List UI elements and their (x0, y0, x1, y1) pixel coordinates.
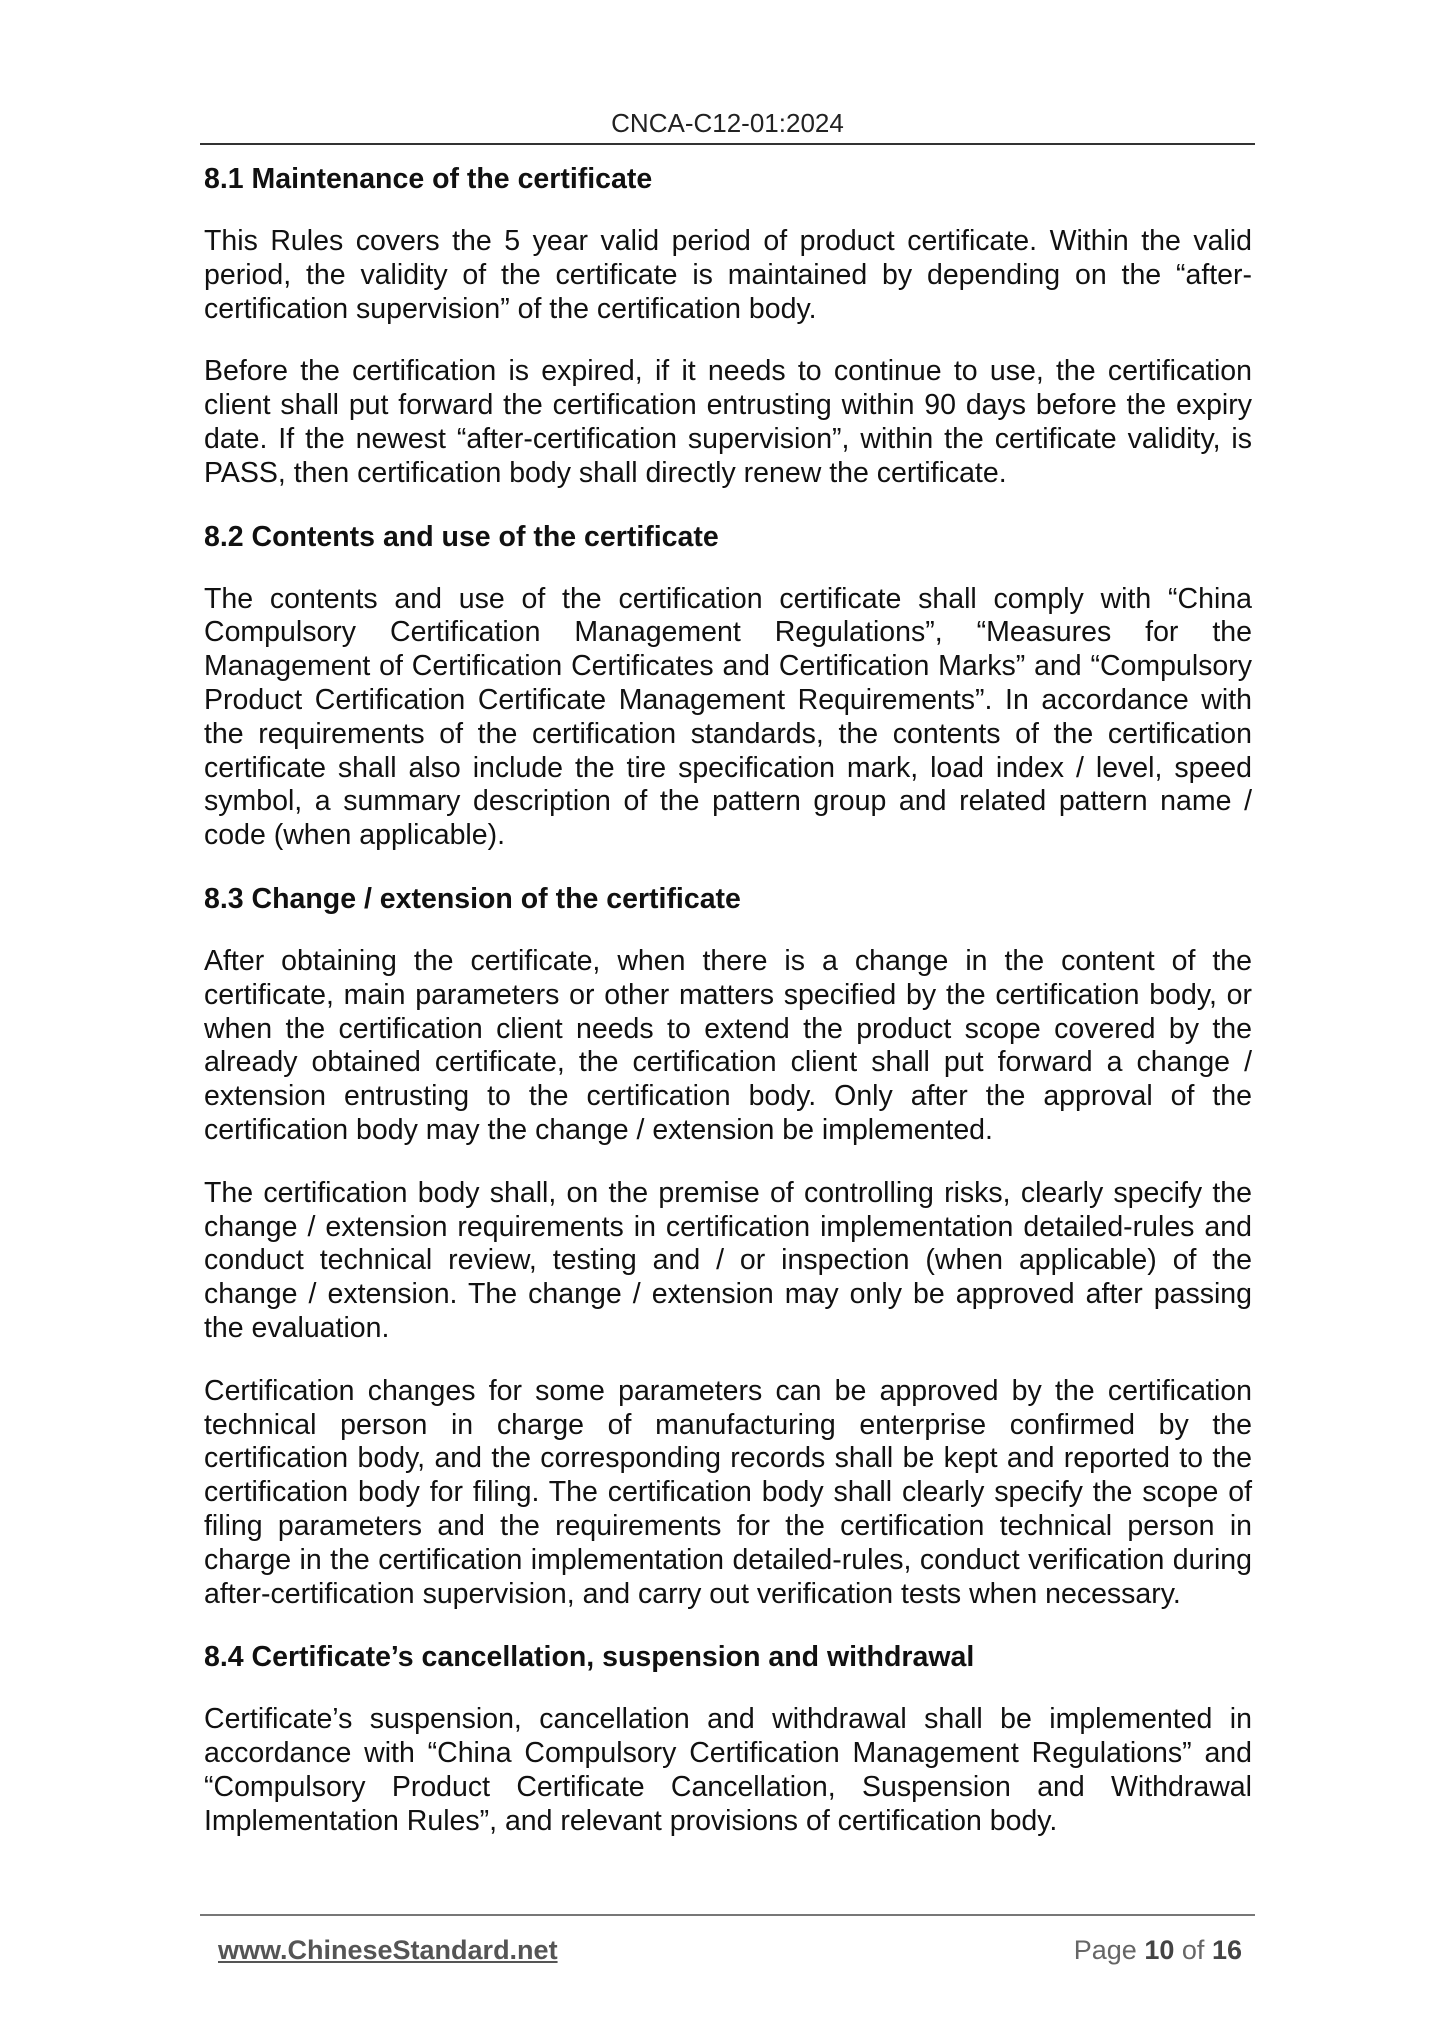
paragraph: Certification changes for some parameters can be approved by the certification technical person in charge of manufacturing enterprise confirmed by the certification body, and the corresponding records shall be kept and reported to the certification body for filing. The certification body shall clearly specify the scope of filing parameters and the requirements for the certification technical person in charge in the certification implementation detailed-rules, conduct verification during after-certification supervision, and carry out verification tests when necessary. (204, 1374, 1252, 1610)
section-8-3 (204, 882, 1252, 1611)
section-heading: 8.2 Contents and use of the certificate (204, 520, 719, 553)
section-8-1 (204, 162, 1252, 491)
paragraph: The certification body shall, on the premise of controlling risks, clearly specify the change / extension requirements in certification implementation detailed-rules and conduct technical review, testing and / or inspection (when applicable) of the change / extension. The change / extension may only be approved after passing the evaluation. (204, 1176, 1252, 1344)
website-link[interactable]: www.ChineseStandard.net (218, 1935, 558, 1965)
page-number (1074, 1935, 1242, 1966)
header-divider (200, 143, 1255, 145)
page-of: of (1181, 1935, 1205, 1965)
section-8-2 (204, 520, 1252, 853)
page-total: 16 (1211, 1935, 1242, 1965)
section-heading: 8.4 Certificate’s cancellation, suspension and withdrawal (204, 1641, 975, 1674)
paragraph: The contents and use of the certification certificate shall comply with “China Compulsory Certification Management Regulations”, “Measures for the Management of Certification Certificates and Certification Marks” and “Compulsory Product Certification Certificate Management Requirements”. In accordance with the requirements of the certification standards, the contents of the certification certificate shall also include the tire specification mark, load index / level, speed symbol, a summary description of the pattern group and related pattern name / code (when applicable). (204, 582, 1252, 852)
page-current: 10 (1144, 1935, 1175, 1965)
document-body (204, 162, 1252, 1867)
section-heading: 8.1 Maintenance of the certificate (204, 163, 653, 195)
document-code-header: CNCA-C12-01:2024 (611, 108, 844, 138)
page-prefix: Page (1073, 1935, 1137, 1965)
paragraph: This Rules covers the 5 year valid period of product certificate. Within the valid period, the validity of the certificate is maintained by depending on the “after-certification supervision” of the certification body. (204, 225, 1252, 325)
section-8-4 (204, 1640, 1252, 1838)
paragraph: After obtaining the certificate, when there is a change in the content of the certificate, main parameters or other matters specified by the certification body, or when the certification client needs to extend the product scope covered by the already obtained certificate, the certification client shall put forward a change / extension entrusting to the certification body. Only after the approval of the certification body may the change / extension be implemented. (204, 944, 1252, 1146)
paragraph: Certificate’s suspension, cancellation and withdrawal shall be implemented in accordance with “China Compulsory Certification Management Regulations” and “Compulsory Product Certificate Cancellation, Suspension and Withdrawal Implementation Rules”, and relevant provisions of certification body. (204, 1703, 1252, 1837)
section-heading: 8.3 Change / extension of the certificate (204, 882, 741, 915)
paragraph: Before the certification is expired, if it needs to continue to use, the certification client shall put forward the certification entrusting within 90 days before the expiry date. If the newest “after-certification supervision”, within the certificate validity, is PASS, then certification body shall directly renew the certificate. (204, 355, 1252, 489)
footer-divider (200, 1914, 1255, 1916)
